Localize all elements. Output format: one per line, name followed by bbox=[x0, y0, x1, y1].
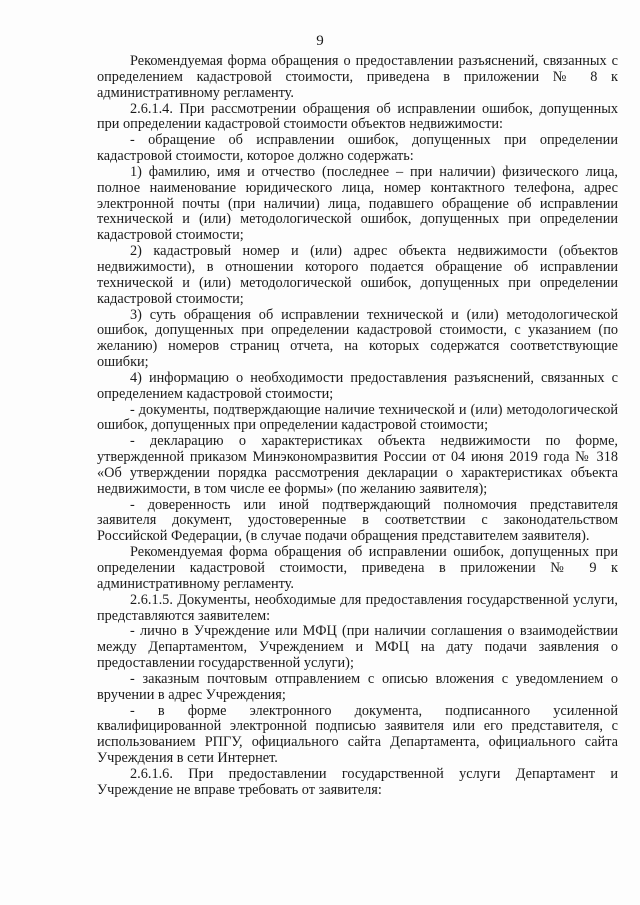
paragraph-error-correction-request: - обращение об исправлении ошибок, допущенных при определении кадастровой стоимости, которое должно содержать: bbox=[97, 132, 618, 165]
paragraph-recommended-form-correction: Рекомендуемая форма обращения об исправлении ошибок, допущенных при определении кадастровой стоимости, приведена в приложении № 9 к административному регламенту. bbox=[97, 544, 618, 592]
list-item-2-cadastral-number: 2) кадастровый номер и (или) адрес объекта недвижимости (объектов недвижимости), в отношении которого подается обращение об исправлении технической и (или) методологической ошибок, допущенных при определении кадастровой стоимости; bbox=[97, 243, 618, 307]
list-item-1-full-name: 1) фамилию, имя и отчество (последнее – при наличии) физического лица, полное наименование юридического лица, номер контактного телефона, адрес электронной почты (при наличии) лица, подавшего обращение об исправлении технической и (или) методологической ошибок, допущенных при определении кадастровой стоимости; bbox=[97, 163, 618, 244]
bullet-electronic-document: - в форме электронного документа, подписанного усиленной квалифицированной электронной подписью заявителя или его представителя, с использованием РПГУ, официального сайта Департамента, официального сайта Учреждения в сети Интернет. bbox=[97, 702, 618, 767]
paragraph-2-6-1-5-heading: 2.6.1.5. Документы, необходимые для предоставления государственной услуги, представляются заявителем: bbox=[97, 591, 618, 624]
bullet-power-of-attorney: - доверенность или иной подтверждающий полномочия представителя заявителя документ, удостоверенные в соответствии с законодательством Российской Федерации, (в случае подачи обращения представителем заявителя). bbox=[97, 496, 618, 545]
bullet-supporting-documents: - документы, подтверждающие наличие технической и (или) методологической ошибок, допущенных при определении кадастровой стоимости; bbox=[97, 401, 618, 434]
bullet-registered-mail: - заказным почтовым отправлением с описью вложения с уведомлением о вручении в адрес Учреждения; bbox=[97, 670, 618, 703]
paragraph-2-6-1-4-heading: 2.6.1.4. При рассмотрении обращения об исправлении ошибок, допущенных при определении кадастровой стоимости объектов недвижимости: bbox=[97, 100, 618, 133]
bullet-in-person: - лично в Учреждение или МФЦ (при наличии соглашения о взаимодействии между Департаментом, Учреждением и МФЦ на дату подачи заявления о предоставлении государственной услуги); bbox=[97, 623, 618, 672]
page-number: 9 bbox=[316, 33, 324, 49]
paragraph-2-6-1-6-heading: 2.6.1.6. При предоставлении государственной услуги Департамент и Учреждение не вправе требовать от заявителя: bbox=[97, 765, 618, 798]
list-item-4-clarification-need: 4) информацию о необходимости предоставления разъяснений, связанных с определением кадастровой стоимости; bbox=[97, 369, 618, 402]
bullet-declaration: - декларацию о характеристиках объекта недвижимости по форме, утвержденной приказом Минэкономразвития России от 04 июня 2019 года № 318 «Об утверждении порядка рассмотрения декларации о характеристиках объекта недвижимости, в том числе ее формы» (по желанию заявителя); bbox=[97, 433, 618, 497]
document-body bbox=[97, 54, 618, 799]
list-item-3-request-essence: 3) суть обращения об исправлении технической и (или) методологической ошибок, допущенных при определении кадастровой стоимости, с указанием (по желанию) номеров страниц отчета, на которых содержатся соответствующие ошибки; bbox=[97, 306, 618, 371]
paragraph-recommended-form-clarification: Рекомендуемая форма обращения о предоставлении разъяснений, связанных с определением кадастровой стоимости, приведена в приложении № 8 к административному регламенту. bbox=[97, 53, 618, 101]
